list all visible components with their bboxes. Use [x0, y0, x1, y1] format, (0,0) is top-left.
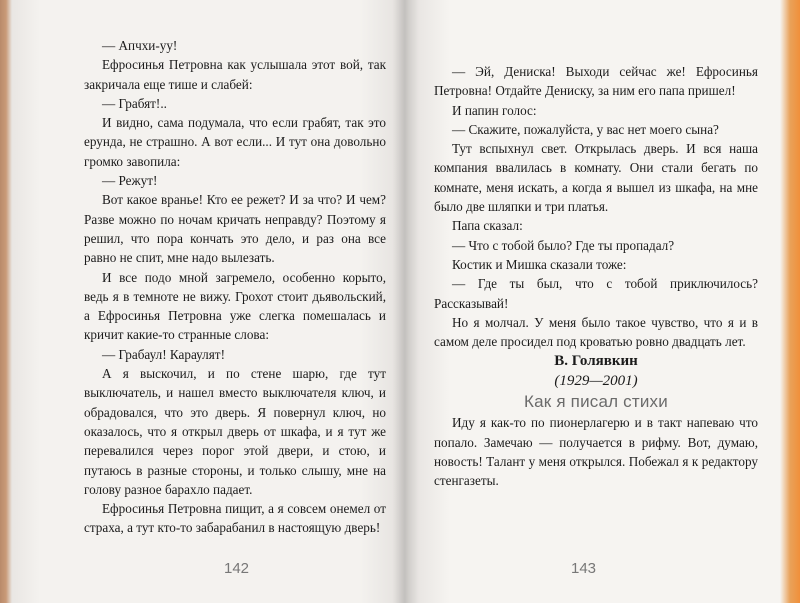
- page-number: 143: [571, 560, 597, 577]
- paragraph: Папа сказал:: [452, 218, 523, 234]
- right-page: [406, 0, 786, 603]
- paragraph: Тут вспыхнул свет. Открылась дверь. И вся наша компания ввалилась в комнату. Они стали бегать по комнате, меня искать, а когда я вышел из шкафа, на мне было две шляпки и три платья.: [434, 141, 758, 215]
- paragraph: — Грабят!..: [102, 95, 167, 111]
- left-page: [14, 0, 404, 603]
- paragraph: — Скажите, пожалуйста, у вас нет моего сына?: [452, 121, 719, 137]
- paragraph: — Что с тобой было? Где ты пропадал?: [452, 237, 675, 253]
- right-page-text: [434, 62, 758, 491]
- paragraph: А я выскочил, и по стене шарю, где тут выключатель, и нашел вместо выключателя ключ, и обрадовался, что это дверь. Я повернул ключ, но оказалось, что я открыл дверь от шкафа, и я тут же перевалился через порог этой двери, и стою, и путаюсь в разные стороны, и только слышу, мне на голову разное барахло падает.: [84, 366, 386, 497]
- paragraph: Ефросинья Петровна пищит, а я совсем онемел от страха, а тут кто-то забарабанил в настоящую дверь!: [84, 501, 386, 536]
- paragraph: — Где ты был, что с тобой приключилось? Рассказывай!: [434, 276, 758, 311]
- page-number: 142: [224, 560, 250, 577]
- author-name: В. Голявкин: [554, 353, 638, 370]
- paragraph: И папин голос:: [452, 102, 537, 118]
- paragraph: Иду я как-то по пионерлагерю и в такт напеваю что попало. Замечаю — получается в рифму. Вот, думаю, новость! Талант у меня открылся. Побежал я к редактору стенгазеты.: [434, 415, 758, 489]
- paragraph: — Режут!: [102, 173, 158, 189]
- author-years: (1929—2001): [554, 373, 638, 390]
- paragraph: Но я молчал. У меня было такое чувство, что я и в самом деле просидел под кроватью ровно двадцать лет.: [434, 314, 758, 350]
- paragraph: — Эй, Дениска! Выходи сейчас же! Ефросинья Петровна! Отдайте Дениску, за ним его папа пришел!: [434, 64, 758, 99]
- paragraph: Вот какое вранье! Кто ее режет? И за что? И чем? Разве можно по ночам кричать неправду? Поэтому я решил, что пора кончать это дело, и раз она все равно не спит, мне надо вылезать.: [84, 192, 386, 266]
- paragraph: Ефросинья Петровна как услышала этот вой, так закричала еще тише и слабей:: [84, 57, 386, 92]
- left-page-text: [84, 36, 386, 538]
- paragraph: Костик и Мишка сказали тоже:: [452, 256, 627, 272]
- paragraph: И видно, сама подумала, что если грабят, так это ерунда, не страшно. А вот если... И тут она довольно громко завопила:: [84, 115, 386, 169]
- paragraph: — Апчхи-уу!: [102, 38, 178, 53]
- paragraph: И все подо мной загремело, особенно корыто, ведь я в темноте не вижу. Грохот стоит дьявольский, а Ефросинья Петровна уже слегка помешалась и кричит какие-то странные слова:: [84, 269, 386, 343]
- book-gutter: [392, 0, 420, 603]
- paragraph: — Грабаул! Караулят!: [102, 346, 225, 362]
- story-title: Как я писал стихи: [524, 392, 668, 412]
